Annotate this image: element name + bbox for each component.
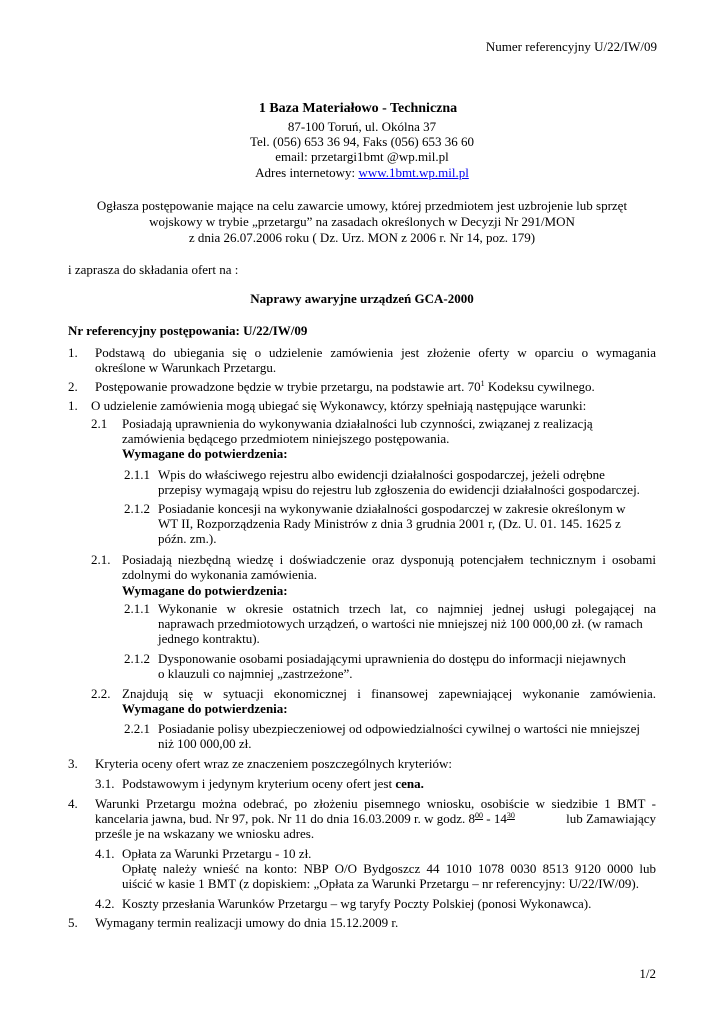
item-2-superscript: 1 xyxy=(480,379,485,388)
invite-text: i zaprasza do składania ofert na : xyxy=(68,262,239,277)
item-number: 3.1. xyxy=(95,776,115,791)
condition-2-1-1-line-1: Wpis do właściwego rejestru albo ewidencji działalności gospodarczej, jeżeli odrębne xyxy=(158,467,605,482)
condition-2-1-1-line-2: przepisy wymagają wpisu do rejestru lub zgłoszenia do ewidencji działalności gospodarczej. xyxy=(158,482,640,497)
item-number: 2.1.1 xyxy=(124,601,150,616)
fee-line-1: Opłata za Warunki Przetargu - 10 zł. xyxy=(122,846,312,861)
deadline-line: Wymagany termin realizacji umowy do dnia 15.12.2009 r. xyxy=(95,915,399,930)
condition-2-1-2-line-3: późn. zm.). xyxy=(158,531,217,546)
item-2-text-end: Kodeksu cywilnego. xyxy=(484,379,595,394)
criteria-bold: cena. xyxy=(395,776,424,791)
item-4-line-3: prześle je na wskazany we wniosku adres. xyxy=(95,826,315,841)
organization-phone: Tel. (056) 653 36 94, Faks (056) 653 36 60 xyxy=(249,134,475,149)
item-number: 2.1 xyxy=(91,416,108,431)
item-number: 1. xyxy=(68,345,78,360)
organization-address: 87-100 Toruń, ul. Okólna 37 xyxy=(287,119,437,134)
item-number: 2.2. xyxy=(91,686,111,701)
organization-web xyxy=(0,165,724,180)
web-label: Adres internetowy: xyxy=(255,165,359,180)
item-number: 2.2.1 xyxy=(124,721,150,736)
confirmation-heading: Wymagane do potwierdzenia: xyxy=(122,583,288,598)
item-1-line-2: określone w Warunkach Przetargu. xyxy=(95,360,277,375)
web-link[interactable]: www.1bmt.wp.mil.pl xyxy=(358,165,469,180)
conditions-intro: O udzielenie zamówienia mogą ubiegać się Wykonawcy, którzy spełniają następujące warunki: xyxy=(91,398,587,413)
subject-title: Naprawy awaryjne urządzeń GCA-2000 xyxy=(250,291,474,306)
condition-2-2-line-1: Znajdują się w sytuacji ekonomicznej i finansowej zapewniającej wykonanie zamówienia. xyxy=(122,686,656,701)
item-number: 2.1.2 xyxy=(124,651,150,666)
item-4-text: kancelaria jawna, bud. Nr 97, pok. Nr 11 do dnia 16.03.2009 r. w godz. 8 xyxy=(95,811,476,826)
organization-email: email: przetargi1bmt @wp.mil.pl xyxy=(275,149,449,164)
page-number: 1/2 xyxy=(639,966,656,981)
item-number: 2.1. xyxy=(91,552,111,567)
item-2-line xyxy=(95,379,595,394)
intro-line-2: wojskowy w trybie „przetargu” na zasadach określonych w Decyzji Nr 291/MON xyxy=(149,214,575,229)
item-2-text: Postępowanie prowadzone będzie w trybie przetargu, na podstawie art. 70 xyxy=(95,379,481,394)
condition-2-1-1b-line-2: naprawach przedmiotowych urządzeń, o wartości nie mniejszej niż 100 000,00 zł. (w ramach xyxy=(158,616,643,631)
item-number: 3. xyxy=(68,756,78,771)
item-number: 1. xyxy=(68,398,78,413)
condition-2-1-2-line-1: Posiadanie koncesji na wykonywanie działalności gospodarczej w zakresie określonym w xyxy=(158,501,626,516)
condition-2-1b-line-1: Posiadają niezbędną wiedzę i doświadczenie oraz dysponują potencjałem technicznym i osobami xyxy=(122,552,656,567)
item-4-line-1: Warunki Przetargu można odebrać, po złożeniu pisemnego wniosku, osobiście w siedzibie 1 BMT - xyxy=(95,796,656,811)
condition-2-2-1-line-2: niż 100 000,00 zł. xyxy=(158,736,252,751)
item-1-line-1: Podstawą do ubiegania się o udzielenie zamówienia jest złożenie oferty w oparciu o wymagania xyxy=(95,345,656,360)
condition-2-1-1b-line-3: jednego kontraktu). xyxy=(158,631,260,646)
reference-number: Numer referencyjny U/22/IW/09 xyxy=(485,39,657,54)
intro-line-1: Ogłasza postępowanie mające na celu zawarcie umowy, której przedmiotem jest uzbrojenie lub sprzęt xyxy=(96,198,628,213)
shipping-line: Koszty przesłania Warunków Przetargu – wg taryfy Poczty Polskiej (ponosi Wykonawca). xyxy=(122,896,592,911)
condition-2-1b-line-2: zdolnymi do wykonania zamówienia. xyxy=(122,567,317,582)
condition-2-1-2-line-2: WT II, Rozporządzenia Rady Ministrów z dnia 3 grudnia 2001 r, (Dz. U. 01. 145. 1625 z xyxy=(158,516,621,531)
criteria-line: Kryteria oceny ofert wraz ze znaczeniem poszczególnych kryteriów: xyxy=(95,756,452,771)
condition-2-1-line-2: zamówienia będącego przedmiotem niniejszego postępowania. xyxy=(122,431,450,446)
item-4-text: - 14 xyxy=(483,811,507,826)
item-number: 2.1.2 xyxy=(124,501,150,516)
item-number: 4. xyxy=(68,796,78,811)
item-4-line-2 xyxy=(95,811,656,826)
organization-name: 1 Baza Materiałowo - Techniczna xyxy=(258,101,458,116)
item-number: 2.1.1 xyxy=(124,467,150,482)
fee-line-2: Opłatę należy wnieść na konto: NBP O/O Bydgoszcz 44 1010 1078 0030 8513 9120 0000 lub xyxy=(122,861,656,876)
confirmation-heading: Wymagane do potwierdzenia: xyxy=(122,446,288,461)
item-4-line-2-text xyxy=(95,811,515,826)
item-number: 4.2. xyxy=(95,896,115,911)
condition-2-1-line-1: Posiadają uprawnienia do wykonywania działalności lub czynności, związanej z realizacją xyxy=(122,416,593,431)
fee-line-3: uiścić w kasie 1 BMT (z dopiskiem: „Opłata za Warunki Przetargu – nr referencyjny: U/22/IW/09). xyxy=(122,876,639,891)
confirmation-heading: Wymagane do potwierdzenia: xyxy=(122,701,288,716)
intro-line-3: z dnia 26.07.2006 roku ( Dz. Urz. MON z 2006 r. Nr 14, poz. 179) xyxy=(188,230,536,245)
criteria-text: Podstawowym i jedynym kryterium oceny ofert jest xyxy=(122,776,396,791)
condition-2-1-2b-line-2: o klauzuli co najmniej „zastrzeżone”. xyxy=(158,666,353,681)
reference-heading: Nr referencyjny postępowania: U/22/IW/09 xyxy=(68,323,308,338)
item-number: 2. xyxy=(68,379,78,394)
item-4-superscript: 30 xyxy=(506,811,515,820)
condition-2-1-1b-line-1: Wykonanie w okresie ostatnich trzech lat, co najmniej jednej usługi polegającej na xyxy=(158,601,656,616)
condition-2-1-2b-line-1: Dysponowanie osobami posiadającymi uprawnienia do dostępu do informacji niejawnych xyxy=(158,651,626,666)
condition-2-2-1-line-1: Posiadanie polisy ubezpieczeniowej od odpowiedzialności cywilnej o wartości nie mniejszej xyxy=(158,721,640,736)
criteria-price-line xyxy=(122,776,424,791)
item-4-text-end: lub Zamawiający xyxy=(566,811,656,826)
item-number: 4.1. xyxy=(95,846,115,861)
item-4-superscript: 00 xyxy=(475,811,484,820)
item-number: 5. xyxy=(68,915,78,930)
